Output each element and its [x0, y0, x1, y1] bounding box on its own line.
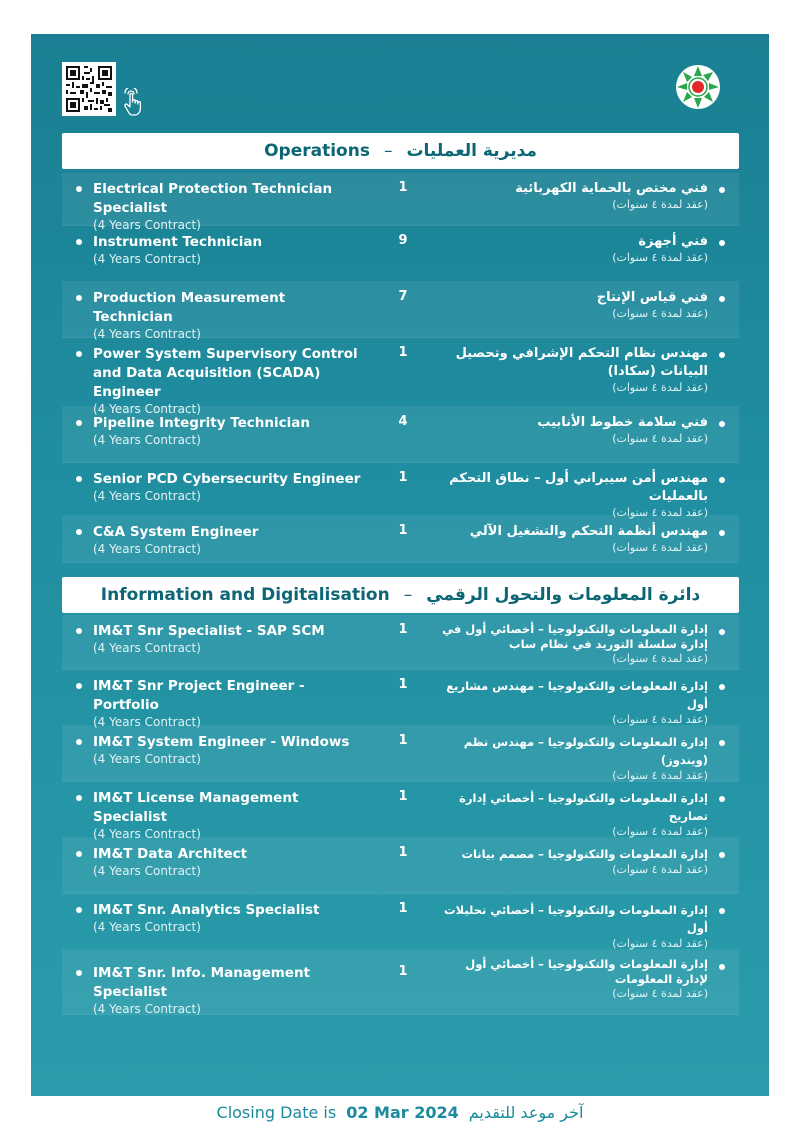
bullet-icon	[76, 851, 82, 857]
job-row	[62, 173, 739, 232]
job-vacancy-count: 1	[398, 733, 408, 748]
section-title-ar: دائرة المعلومات والتحول الرقمي	[426, 585, 701, 605]
closing-label-ar: آخر موعد للتقديم	[468, 1102, 584, 1122]
job-title-ar: فني سلامة خطوط الأنابيب	[537, 415, 708, 430]
job-vacancy-count: 1	[398, 622, 408, 637]
bullet-icon	[76, 628, 82, 634]
job-contract-en: (4 Years Contract)	[93, 864, 201, 878]
job-title-ar: مهندس أمن سيبراني أول – نطاق التحكم بالعمليات	[449, 471, 708, 504]
section-title-en: Operations	[264, 141, 370, 161]
bullet-icon	[719, 352, 725, 358]
job-contract-en: (4 Years Contract)	[93, 252, 201, 266]
job-title-ar: فني مختص بالحماية الكهربائية	[515, 181, 708, 196]
job-vacancy-count: 4	[398, 414, 408, 429]
job-row	[62, 615, 739, 670]
closing-date-banner	[0, 1100, 800, 1124]
job-row	[62, 670, 739, 729]
job-row	[62, 838, 739, 894]
job-row	[62, 463, 739, 519]
job-contract-ar: (عقد لمدة ٤ سنوات)	[612, 198, 708, 211]
job-contract-ar: (عقد لمدة ٤ سنوات)	[612, 937, 708, 950]
job-contract-ar: (عقد لمدة ٤ سنوات)	[612, 652, 708, 665]
job-row	[62, 407, 739, 463]
job-contract-en: (4 Years Contract)	[93, 218, 201, 232]
bullet-icon	[76, 420, 82, 426]
information-digitalisation-job-list	[62, 615, 739, 1015]
job-title-en: IM&T Data Architect	[93, 846, 248, 862]
job-title-en: C&A System Engineer	[93, 524, 259, 540]
bullet-icon	[76, 476, 82, 482]
bullet-icon	[76, 907, 82, 913]
job-contract-en: (4 Years Contract)	[93, 402, 201, 416]
job-vacancy-count: 7	[398, 289, 408, 304]
job-title-en: IM&T Snr. Info. Management Specialist	[93, 965, 311, 1000]
job-row	[62, 516, 739, 563]
job-title-en: IM&T License Management Specialist	[93, 790, 299, 825]
job-contract-ar: (عقد لمدة ٤ سنوات)	[612, 769, 708, 782]
bullet-icon	[76, 239, 82, 245]
job-title-en: IM&T Snr Project Engineer - Portfolio	[93, 678, 305, 713]
job-vacancy-count: 9	[398, 233, 408, 248]
job-title-en: Instrument Technician	[93, 234, 263, 250]
job-title-ar: مهندس أنظمة التحكم والتشغيل الآلي	[469, 524, 708, 539]
section-title-en: Information and Digitalisation	[100, 585, 390, 605]
job-contract-en: (4 Years Contract)	[93, 489, 201, 503]
section-header-information-digitalisation	[62, 577, 739, 613]
job-row	[62, 950, 739, 1015]
bullet-icon	[719, 296, 725, 302]
closing-date: 02 Mar 2024	[346, 1102, 459, 1122]
job-title-en: IM&T Snr. Analytics Specialist	[93, 902, 320, 918]
bullet-icon	[76, 739, 82, 745]
bullet-icon	[76, 970, 82, 976]
section-header-operations	[62, 133, 739, 169]
bullet-icon	[719, 852, 725, 858]
job-title-en: Electrical Protection Technician Specialist	[93, 181, 333, 216]
job-row	[62, 894, 739, 950]
job-contract-en: (4 Years Contract)	[93, 1002, 201, 1016]
section-title-dash: –	[383, 141, 393, 161]
job-contract-ar: (عقد لمدة ٤ سنوات)	[612, 987, 708, 1000]
bullet-icon	[719, 629, 725, 635]
bullet-icon	[76, 795, 82, 801]
job-row	[62, 282, 739, 341]
job-title-en: Power System Supervisory Control and Data Acquisition (SCADA) Engineer	[93, 346, 358, 400]
job-contract-ar: (عقد لمدة ٤ سنوات)	[612, 863, 708, 876]
job-vacancy-count: 1	[398, 470, 408, 485]
job-contract-en: (4 Years Contract)	[93, 752, 201, 766]
bullet-icon	[76, 529, 82, 535]
job-title-ar: إدارة المعلومات والتكنولوجيا – مهندس نظم (ويندوز)	[463, 735, 708, 767]
job-title-ar: إدارة المعلومات والتكنولوجيا – مهندس مشاريع أول	[446, 679, 708, 711]
job-title-ar: مهندس نظام التحكم الإشرافي وتحصيل البيانات (سكادا)	[455, 346, 708, 379]
job-contract-en: (4 Years Contract)	[93, 920, 201, 934]
job-vacancy-count: 1	[398, 677, 408, 692]
section-title-ar: مديرية العمليات	[406, 141, 537, 161]
job-vacancy-count: 1	[398, 345, 408, 360]
job-contract-ar: (عقد لمدة ٤ سنوات)	[612, 432, 708, 445]
company-logo-icon	[672, 62, 736, 112]
operations-job-list	[62, 173, 739, 563]
job-title-ar: إدارة المعلومات والتكنولوجيا – مصمم بيانات	[461, 847, 708, 861]
bullet-icon	[76, 351, 82, 357]
job-contract-en: (4 Years Contract)	[93, 542, 201, 556]
job-contract-en: (4 Years Contract)	[93, 641, 201, 655]
job-vacancy-count: 1	[398, 180, 408, 195]
job-contract-ar: (عقد لمدة ٤ سنوات)	[612, 825, 708, 838]
bullet-icon	[719, 964, 725, 970]
bullet-icon	[719, 477, 725, 483]
job-row	[62, 726, 739, 782]
job-row	[62, 226, 739, 282]
job-vacancy-count: 1	[398, 901, 408, 916]
job-vacancy-count: 1	[398, 845, 408, 860]
job-contract-ar: (عقد لمدة ٤ سنوات)	[612, 713, 708, 726]
job-title-en: Production Measurement Technician	[93, 290, 286, 325]
bullet-icon	[76, 683, 82, 689]
job-vacancy-count: 1	[398, 789, 408, 804]
job-title-ar: إدارة المعلومات والتكنولوجيا – أخصائي تحليلات أول	[444, 903, 708, 935]
job-contract-ar: (عقد لمدة ٤ سنوات)	[612, 541, 708, 554]
job-vacancy-count: 1	[398, 964, 408, 979]
bullet-icon	[76, 295, 82, 301]
job-contract-ar: (عقد لمدة ٤ سنوات)	[612, 251, 708, 264]
job-contract-en: (4 Years Contract)	[93, 433, 201, 447]
bullet-icon	[719, 684, 725, 690]
bullet-icon	[719, 240, 725, 246]
tap-hand-icon	[120, 88, 144, 116]
bullet-icon	[719, 421, 725, 427]
job-contract-en: (4 Years Contract)	[93, 327, 201, 341]
job-contract-ar: (عقد لمدة ٤ سنوات)	[612, 381, 708, 394]
closing-label-en: Closing Date is	[216, 1102, 337, 1122]
job-title-en: IM&T System Engineer - Windows	[93, 734, 350, 750]
job-title-ar: إدارة المعلومات والتكنولوجيا – أخصائي أول في إدارة سلسلة التوريد في نظام ساب	[442, 622, 708, 651]
job-contract-ar: (عقد لمدة ٤ سنوات)	[612, 307, 708, 320]
job-title-ar: إدارة المعلومات والتكنولوجيا – أخصائي أول لإدارة المعلومات	[465, 957, 708, 986]
job-contract-en: (4 Years Contract)	[93, 827, 201, 841]
bullet-icon	[76, 186, 82, 192]
bullet-icon	[719, 187, 725, 193]
job-title-en: Senior PCD Cybersecurity Engineer	[93, 471, 361, 487]
bullet-icon	[719, 796, 725, 802]
job-contract-ar: (عقد لمدة ٤ سنوات)	[612, 506, 708, 519]
job-contract-en: (4 Years Contract)	[93, 715, 201, 729]
job-row	[62, 782, 739, 841]
job-title-ar: إدارة المعلومات والتكنولوجيا – أخصائي إدارة تصاريح	[459, 791, 708, 823]
job-vacancy-count: 1	[398, 523, 408, 538]
bullet-icon	[719, 740, 725, 746]
job-title-en: IM&T Snr Specialist - SAP SCM	[93, 623, 325, 639]
bullet-icon	[719, 908, 725, 914]
job-title-en: Pipeline Integrity Technician	[93, 415, 310, 431]
job-title-ar: فني أجهزة	[638, 234, 708, 249]
bullet-icon	[719, 530, 725, 536]
job-title-ar: فني قياس الإنتاج	[596, 290, 708, 305]
qr-code-icon[interactable]	[62, 62, 116, 116]
job-row	[62, 338, 739, 416]
section-title-dash: –	[403, 585, 413, 605]
